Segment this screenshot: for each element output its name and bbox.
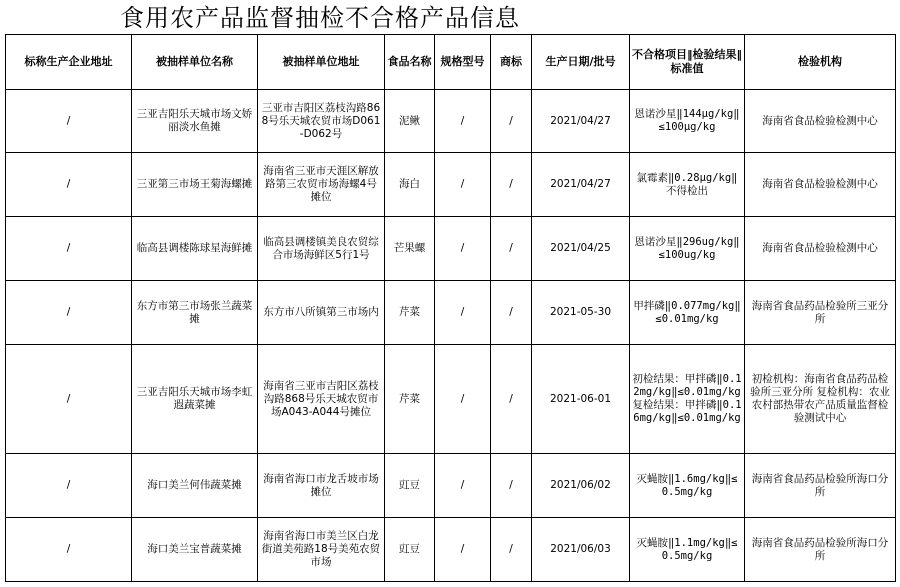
cell-spec: / bbox=[435, 90, 491, 153]
cell-agency: 海南省食品检验检测中心 bbox=[745, 217, 896, 281]
cell-brand: / bbox=[491, 217, 532, 281]
cell-date: 2021/06/03 bbox=[532, 518, 630, 582]
cell-mfr-addr: / bbox=[6, 153, 132, 217]
cell-date: 2021-06-01 bbox=[532, 345, 630, 454]
cell-brand: / bbox=[491, 281, 532, 345]
cell-result: 恩诺沙星‖296ug/kg‖≤100ug/kg bbox=[630, 217, 745, 281]
header-food: 食品名称 bbox=[385, 35, 435, 90]
cell-mfr-addr: / bbox=[6, 345, 132, 454]
cell-food: 海白 bbox=[385, 153, 435, 217]
cell-brand: / bbox=[491, 153, 532, 217]
header-row bbox=[6, 35, 896, 90]
cell-food: 芹菜 bbox=[385, 345, 435, 454]
header-mfr-addr: 标称生产企业地址 bbox=[6, 35, 132, 90]
cell-result: 灭蝇胺‖1.6mg/kg‖≤0.5mg/kg bbox=[630, 454, 745, 518]
cell-unit-addr: 三亚市吉阳区荔枝沟路868号乐天城农贸市场D061-D062号 bbox=[258, 90, 385, 153]
cell-unit-addr: 临高县调楼镇美良农贸综合市场海鲜区5行1号 bbox=[258, 217, 385, 281]
cell-unit-name: 三亚吉阳乐天城市场文娇丽淡水鱼摊 bbox=[132, 90, 258, 153]
cell-unit-addr: 海南省三亚市天涯区解放路第三农贸市场海螺4号摊位 bbox=[258, 153, 385, 217]
cell-spec: / bbox=[435, 345, 491, 454]
cell-spec: / bbox=[435, 518, 491, 582]
table-row bbox=[6, 345, 896, 454]
header-brand: 商标 bbox=[491, 35, 532, 90]
table-row bbox=[6, 90, 896, 153]
cell-food: 芹菜 bbox=[385, 281, 435, 345]
cell-brand: / bbox=[491, 345, 532, 454]
table-row bbox=[6, 281, 896, 345]
cell-agency: 海南省食品检验检测中心 bbox=[745, 90, 896, 153]
cell-food: 豇豆 bbox=[385, 518, 435, 582]
table-row bbox=[6, 454, 896, 518]
results-table bbox=[5, 34, 896, 582]
header-spec: 规格型号 bbox=[435, 35, 491, 90]
cell-mfr-addr: / bbox=[6, 518, 132, 582]
cell-spec: / bbox=[435, 217, 491, 281]
cell-date: 2021/04/27 bbox=[532, 153, 630, 217]
cell-date: 2021-05-30 bbox=[532, 281, 630, 345]
cell-food: 芒果螺 bbox=[385, 217, 435, 281]
table-row bbox=[6, 217, 896, 281]
cell-result: 氯霉素‖0.28μg/kg‖不得检出 bbox=[630, 153, 745, 217]
cell-unit-name: 海口美兰何伟蔬菜摊 bbox=[132, 454, 258, 518]
cell-unit-addr: 海南省三亚市吉阳区荔枝沟路868号乐天城农贸市场A043-A044号摊位 bbox=[258, 345, 385, 454]
table-row bbox=[6, 518, 896, 582]
cell-brand: / bbox=[491, 90, 532, 153]
cell-food: 豇豆 bbox=[385, 454, 435, 518]
cell-mfr-addr: / bbox=[6, 90, 132, 153]
cell-date: 2021/04/25 bbox=[532, 217, 630, 281]
cell-unit-name: 东方市第三市场张兰蔬菜摊 bbox=[132, 281, 258, 345]
cell-unit-name: 三亚第三市场王菊海螺摊 bbox=[132, 153, 258, 217]
cell-unit-addr: 东方市八所镇第三市场内 bbox=[258, 281, 385, 345]
cell-result: 初检结果：甲拌磷‖0.12mg/kg‖≤0.01mg/kg 复检结果：甲拌磷‖0.16mg/kg‖≤0.01mg/kg bbox=[630, 345, 745, 454]
page-title: 食用农产品监督抽检不合格产品信息 bbox=[120, 4, 520, 32]
cell-unit-name: 海口美兰宝普蔬菜摊 bbox=[132, 518, 258, 582]
table-row bbox=[6, 153, 896, 217]
cell-unit-name: 临高县调楼陈球星海鲜摊 bbox=[132, 217, 258, 281]
header-unit-name: 被抽样单位名称 bbox=[132, 35, 258, 90]
cell-agency: 海南省食品药品检验所海口分所 bbox=[745, 454, 896, 518]
cell-unit-name: 三亚吉阳乐天城市场李虹遐蔬菜摊 bbox=[132, 345, 258, 454]
cell-brand: / bbox=[491, 518, 532, 582]
cell-agency: 海南省食品药品检验所三亚分所 bbox=[745, 281, 896, 345]
header-unit-addr: 被抽样单位地址 bbox=[258, 35, 385, 90]
cell-spec: / bbox=[435, 454, 491, 518]
cell-unit-addr: 海南省海口市龙舌坡市场摊位 bbox=[258, 454, 385, 518]
header-result: 不合格项目‖检验结果‖标准值 bbox=[630, 35, 745, 90]
header-agency: 检验机构 bbox=[745, 35, 896, 90]
header-date: 生产日期/批号 bbox=[532, 35, 630, 90]
cell-result: 恩诺沙星‖144μg/kg‖≤100μg/kg bbox=[630, 90, 745, 153]
cell-food: 泥鳅 bbox=[385, 90, 435, 153]
cell-agency: 初检机构：海南省食品药品检验所三亚分所 复检机构：农业农村部热带农产品质量监督检验测试中心 bbox=[745, 345, 896, 454]
cell-agency: 海南省食品检验检测中心 bbox=[745, 153, 896, 217]
cell-spec: / bbox=[435, 153, 491, 217]
cell-mfr-addr: / bbox=[6, 454, 132, 518]
cell-brand: / bbox=[491, 454, 532, 518]
cell-unit-addr: 海南省海口市美兰区白龙街道美苑路18号美苑农贸市场 bbox=[258, 518, 385, 582]
cell-date: 2021/04/27 bbox=[532, 90, 630, 153]
cell-agency: 海南省食品药品检验所海口分所 bbox=[745, 518, 896, 582]
cell-result: 灭蝇胺‖1.1mg/kg‖≤0.5mg/kg bbox=[630, 518, 745, 582]
cell-result: 甲拌磷‖0.077mg/kg‖≤0.01mg/kg bbox=[630, 281, 745, 345]
cell-mfr-addr: / bbox=[6, 281, 132, 345]
cell-date: 2021/06/02 bbox=[532, 454, 630, 518]
cell-spec: / bbox=[435, 281, 491, 345]
cell-mfr-addr: / bbox=[6, 217, 132, 281]
